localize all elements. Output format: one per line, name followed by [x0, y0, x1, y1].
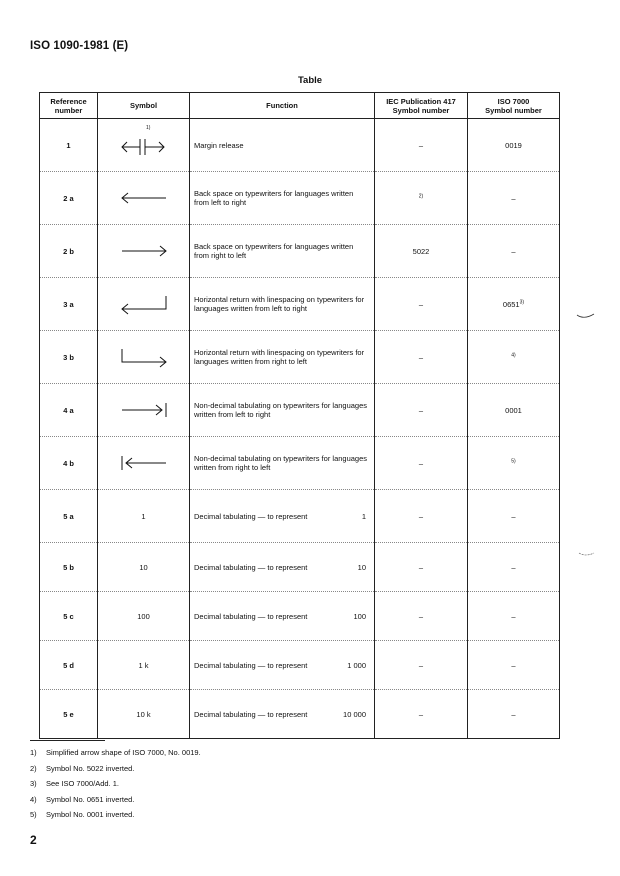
- table-row: [40, 172, 560, 225]
- scan-mark-decoration: [576, 312, 596, 322]
- col-header-symbol: Symbol: [98, 93, 190, 119]
- scan-mark-decoration: [578, 550, 596, 558]
- function-cell: Decimal tabulating — to represent 100: [190, 592, 375, 641]
- ref-cell: 5 d: [40, 641, 98, 690]
- table-row: [40, 278, 560, 331]
- footnote-item: 3) See ISO 7000/Add. 1.: [30, 779, 119, 788]
- table-row: [40, 490, 560, 543]
- table-row: [40, 592, 560, 641]
- carriage-return-right-icon: [116, 346, 172, 368]
- footnote-divider: [30, 740, 105, 741]
- table-title: Table: [297, 75, 323, 86]
- iso-cell: –: [468, 690, 560, 739]
- iso-cell: 0001: [468, 384, 560, 437]
- col-header-function: Function: [190, 93, 375, 119]
- ref-cell: 3 b: [40, 331, 98, 384]
- iec-cell: 2): [375, 172, 468, 225]
- table-row: [40, 225, 560, 278]
- page-number: 2: [30, 833, 37, 847]
- ref-cell: 4 a: [40, 384, 98, 437]
- iso-cell: 4): [468, 331, 560, 384]
- decimal-value: 10: [357, 562, 366, 572]
- col-header-iso: ISO 7000 Symbol number: [468, 93, 560, 119]
- decimal-value: 10 000: [343, 709, 366, 719]
- footnote-item: 1) Simplified arrow shape of ISO 7000, No. 0019.: [30, 748, 201, 757]
- iso-cell: –: [468, 641, 560, 690]
- margin-release-icon: [116, 134, 172, 156]
- iec-cell: –: [375, 641, 468, 690]
- function-cell: Non-decimal tabulating on typewriters for languages written from right to left: [190, 437, 375, 490]
- iso-cell: 0651$^{3)}$: [468, 278, 560, 331]
- ref-cell: 2 a: [40, 172, 98, 225]
- decimal-value: 1 000: [347, 660, 366, 670]
- iec-cell: –: [375, 331, 468, 384]
- iso-cell: 5): [468, 437, 560, 490]
- function-cell: Horizontal return with linespacing on typewriters for languages written from right to left: [190, 331, 375, 384]
- footnote-item: 4) Symbol No. 0651 inverted.: [30, 794, 135, 804]
- iec-cell: –: [375, 490, 468, 543]
- symbol-cell: [98, 225, 190, 278]
- tab-left-arrow-icon: [116, 454, 172, 472]
- backspace-left-arrow-icon: [116, 190, 172, 206]
- function-cell: Back space on typewriters for languages written from left to right: [190, 172, 375, 225]
- backspace-right-arrow-icon: [116, 243, 172, 259]
- ref-cell: 4 b: [40, 437, 98, 490]
- table-row: [40, 690, 560, 739]
- footnote-item: 2) Symbol No. 5022 inverted.: [30, 763, 135, 773]
- iec-cell: –: [375, 119, 468, 172]
- iec-cell: –: [375, 278, 468, 331]
- table-row: [40, 384, 560, 437]
- carriage-return-left-icon: [116, 293, 172, 315]
- symbol-cell: [98, 384, 190, 437]
- ref-cell: 5 b: [40, 543, 98, 592]
- function-cell: Decimal tabulating — to represent 1 000: [190, 641, 375, 690]
- iec-cell: –: [375, 384, 468, 437]
- table-row: [40, 119, 560, 172]
- symbol-cell: [98, 172, 190, 225]
- footnotes: [30, 745, 201, 823]
- iec-cell: 5022: [375, 225, 468, 278]
- iso-cell: 0019: [468, 119, 560, 172]
- tab-right-arrow-icon: [116, 401, 172, 419]
- document-header: ISO 1090-1981 (E): [30, 40, 129, 52]
- symbol-cell: 10 k: [98, 690, 190, 739]
- iso-cell: –: [468, 172, 560, 225]
- col-header-iec: IEC Publication 417 Symbol number: [375, 93, 468, 119]
- iec-cell: –: [375, 543, 468, 592]
- symbol-table: [39, 92, 560, 739]
- table-header-row: [40, 93, 560, 119]
- ref-cell: 5 a: [40, 490, 98, 543]
- col-header-reference: Reference number: [40, 93, 98, 119]
- decimal-value: 1: [361, 511, 366, 521]
- iso-cell: –: [468, 225, 560, 278]
- symbol-cell: [98, 119, 190, 172]
- ref-cell: 2 b: [40, 225, 98, 278]
- iso-cell: –: [468, 592, 560, 641]
- function-cell: Back space on typewriters for languages written from right to left: [190, 225, 375, 278]
- iso-cell: –: [468, 490, 560, 543]
- iec-cell: –: [375, 437, 468, 490]
- ref-cell: 5 c: [40, 592, 98, 641]
- ref-cell: 3 a: [40, 278, 98, 331]
- symbol-cell: 1: [98, 490, 190, 543]
- symbol-cell: 10: [98, 543, 190, 592]
- function-cell: Decimal tabulating — to represent 10 000: [190, 690, 375, 739]
- symbol-cell: [98, 331, 190, 384]
- symbol-footnote-mark: 1): [146, 125, 151, 131]
- function-cell: Margin release: [190, 119, 375, 172]
- iso-cell: –: [468, 543, 560, 592]
- function-cell: Horizontal return with linespacing on typewriters for languages written from left to right: [190, 278, 375, 331]
- function-cell: Decimal tabulating — to represent 1: [190, 490, 375, 543]
- decimal-value: 100: [353, 611, 366, 621]
- symbol-cell: [98, 437, 190, 490]
- iec-cell: –: [375, 690, 468, 739]
- ref-cell: 5 e: [40, 690, 98, 739]
- function-cell: Non-decimal tabulating on typewriters for languages written from left to right: [190, 384, 375, 437]
- table-row: [40, 437, 560, 490]
- function-cell: Decimal tabulating — to represent 10: [190, 543, 375, 592]
- iec-cell: –: [375, 592, 468, 641]
- symbol-cell: 100: [98, 592, 190, 641]
- symbol-cell: 1 k: [98, 641, 190, 690]
- footnote-item: 5) Symbol No. 0001 inverted.: [30, 810, 135, 819]
- ref-cell: 1: [40, 119, 98, 172]
- table-row: [40, 641, 560, 690]
- table-row: [40, 543, 560, 592]
- symbol-cell: [98, 278, 190, 331]
- table-row: [40, 331, 560, 384]
